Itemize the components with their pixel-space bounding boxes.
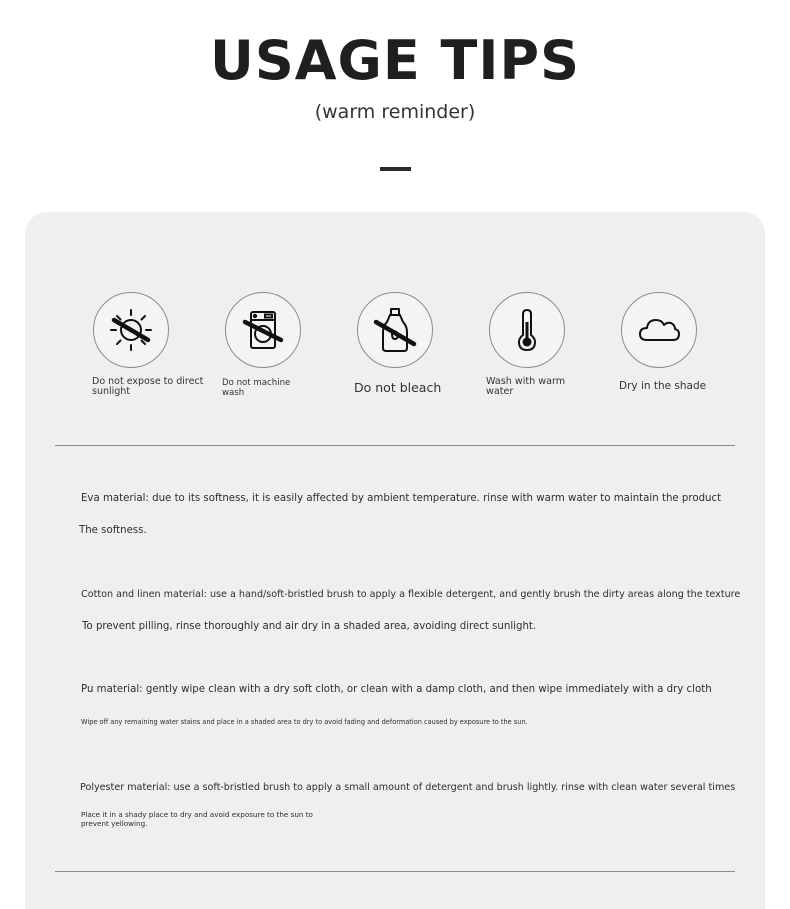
tips-panel [25, 212, 765, 909]
no-sun-icon [93, 292, 169, 368]
icon-label: Wash with warm water [486, 376, 566, 397]
care-item-no-machine-wash [222, 292, 305, 398]
tip-pu-line1: Pu material: gently wipe clean with a dry soft cloth, or clean with a damp cloth, and then wipe immediately with a dry cloth [81, 684, 712, 695]
icon-label: Do not bleach [354, 380, 442, 395]
tip-cotton-line2: To prevent pilling, rinse thoroughly and air dry in a shaded area, avoiding direct sunlight. [82, 621, 537, 632]
tip-pu-line2: Wipe off any remaining water stains and place in a shaded area to dry to avoid fading and deformation caused by exposure to the sun. [81, 718, 528, 726]
title-divider [380, 167, 411, 171]
icon-label: Dry in the shade [619, 380, 707, 392]
thermometer-icon [489, 292, 565, 368]
no-bleach-icon [357, 292, 433, 368]
cloud-icon [621, 292, 697, 368]
tip-polyester-line2: Place it in a shady place to dry and avoid exposure to the sun to prevent yellowing. [81, 810, 313, 828]
page-title: USAGE TIPS [210, 29, 580, 92]
tip-polyester-line1: Polyester material: use a soft-bristled brush to apply a small amount of detergent and brush lightly. rinse with clean water several times [80, 782, 736, 793]
page-subtitle: (warm reminder) [314, 101, 476, 123]
care-item-dry-shade [621, 292, 721, 392]
tip-cotton-line1: Cotton and linen material: use a hand/soft-bristled brush to apply a flexible detergent, and gently brush the dirty areas along the texture [81, 589, 741, 600]
icon-label: Do not machine wash [222, 378, 291, 398]
care-item-no-bleach [354, 292, 497, 395]
care-item-no-sun [93, 292, 233, 397]
bottom-divider [55, 871, 735, 872]
icon-label: Do not expose to direct sunlight [92, 376, 204, 397]
no-machine-wash-icon [225, 292, 301, 368]
section-divider [55, 445, 735, 446]
tip-eva-line1: Eva material: due to its softness, it is easily affected by ambient temperature. rinse with warm water to maintain the product [81, 493, 722, 504]
tip-eva-line2: The softness. [79, 525, 147, 536]
care-item-warm-water [486, 292, 579, 397]
